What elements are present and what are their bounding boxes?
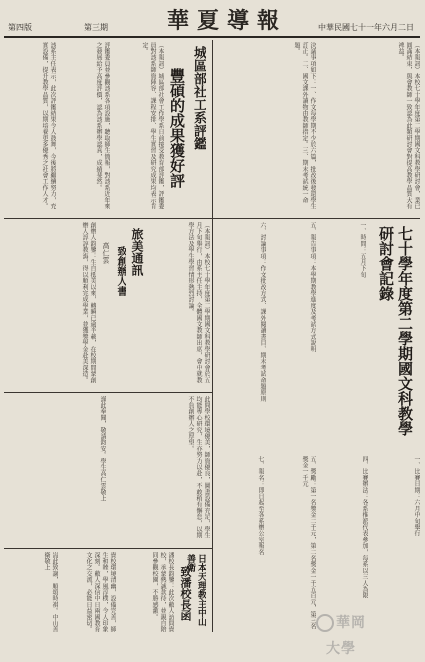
seminar-headline: 七十學年度第二學期國文科教學研討會記錄 <box>377 226 414 436</box>
contest-rule-4: 七、報名：即日起至各系辦公室報名 <box>257 456 264 556</box>
watermark-seal-icon <box>316 614 334 632</box>
social-work-body-2: 評鑑委員並參觀該系各項設施，聽取師生簡報，對該系近年來之發展給予高度評價，認為該系辦學認真，成績斐然。 <box>95 42 110 210</box>
seminar-item-1: 一、時間：五月下旬 <box>359 222 366 278</box>
left-lower-divider <box>4 548 212 549</box>
travel-body-2: 此間學校環境優美，師資優良，圖書設備充足，學生均能專心研究，生亦努力以赴，不敢稍有懈怠，以期不負創辦人之厚望。 <box>187 396 210 539</box>
social-work-headline-1: 城區部社工系評鑑 <box>191 46 206 150</box>
social-work-headline-2: 豐碩的成果獲好評 <box>168 68 186 188</box>
japan-body-1: 潘校長鈞鑒：此次敝人訪問貴校，承蒙熱誠款待，並親自陪同參觀校園，不勝感激。 <box>151 552 174 633</box>
seminar-continuation-text: （本報訊）本校七十學年度第二學期國文科教學研討會於五月下旬舉行，由系主任主持，全體國文教師出席，會中就教學方法及學生學習情形熱烈討論。 <box>187 222 210 384</box>
japan-body-2: 貴校環境清幽，設備完善，師生和睦，學風淳樸，令人印象深刻。敝人深信中日兩國教育文化之交流，必能日益密切。 <box>85 552 116 633</box>
travel-subhead: 致創辦人書 <box>115 246 126 296</box>
social-work-body-3: 該系主任表示，此次評鑑結果令人鼓舞，今後將繼續努力，充實設備，提升教學品質，以期培養更多優秀之社會工作人才。 <box>41 42 56 210</box>
seminar-top-section <box>216 42 420 214</box>
social-work-body-1: （本報訊）城區部社會工作學系日前接受教育部評鑑，評鑑委員對該系師資陣容、課程安排、學生實習及研究成果均表示肯定。 <box>141 42 164 210</box>
seminar-intro-text: （本報訊）本校七十學年度第二學期國文科教學研討會，業已圓滿結束，與會教師一致認為此類研討會對提高教學品質大有裨益。 <box>397 42 420 210</box>
travel-letter-continued <box>4 396 210 544</box>
left-middle-divider <box>4 392 212 393</box>
japan-headline-2: 致潘校長函 <box>179 566 192 621</box>
middle-left-section <box>4 222 210 388</box>
travel-body-1: 創辦人鈞鑒：生自抵美以來，轉瞬已逾半載，在校期間蒙創辦人諄諄教誨，得以順利完成學業，並獲獎學金赴美深造。 <box>81 222 96 384</box>
contest-rule-2: 四、比賽辦法：各系推派代表參加，每系以三人為限 <box>361 456 368 599</box>
seminar-item-3: 六、討論事項：作文批改方式、課外閱讀書目、期末考試命題原則 <box>259 222 266 402</box>
masthead <box>4 6 420 38</box>
issue-date: 中華民國七十一年六月二日 <box>318 23 414 32</box>
newspaper-title: 華夏導報 <box>166 8 287 34</box>
seminar-item-2: 五、報告事項：本學期教學進度及考試方式說明 <box>309 222 316 353</box>
travel-author: 高仁雲 <box>102 242 110 264</box>
japan-body-3: 耑此致謝，順頌時祺。中山善衛敬上 <box>43 552 58 633</box>
seminar-resolution-text: 決議事項如下：一、作文每學期不少於六篇，批改後發還學生訂正。二、國文課外讀物由教師指定。三、期末考試統一命題。 <box>293 42 316 210</box>
contest-rule-3: 五、獎勵：第一名獎金二千元，第二名獎金一千五百元，第三名獎金一千元 <box>301 456 316 630</box>
social-work-article <box>4 42 210 214</box>
library-watermark: 華岡大學 <box>309 610 373 636</box>
japan-headline-1: 日本天理教主中山善衛 <box>185 554 206 626</box>
travel-body-3: 謹此奉聞，敬請鈞安。學生高仁雲敬上 <box>99 396 106 502</box>
page-number: 第四版 <box>8 23 32 32</box>
contest-rule-1: 一、比賽日期：六月中旬舉行 <box>413 456 420 537</box>
travel-headline: 旅美通訊 <box>130 228 144 276</box>
center-divider <box>212 40 213 632</box>
top-section-divider <box>4 218 420 219</box>
seminar-article <box>216 222 420 452</box>
issue-number: 第三期 <box>84 23 108 32</box>
contest-article <box>216 456 420 632</box>
japan-letter-article <box>4 552 210 634</box>
